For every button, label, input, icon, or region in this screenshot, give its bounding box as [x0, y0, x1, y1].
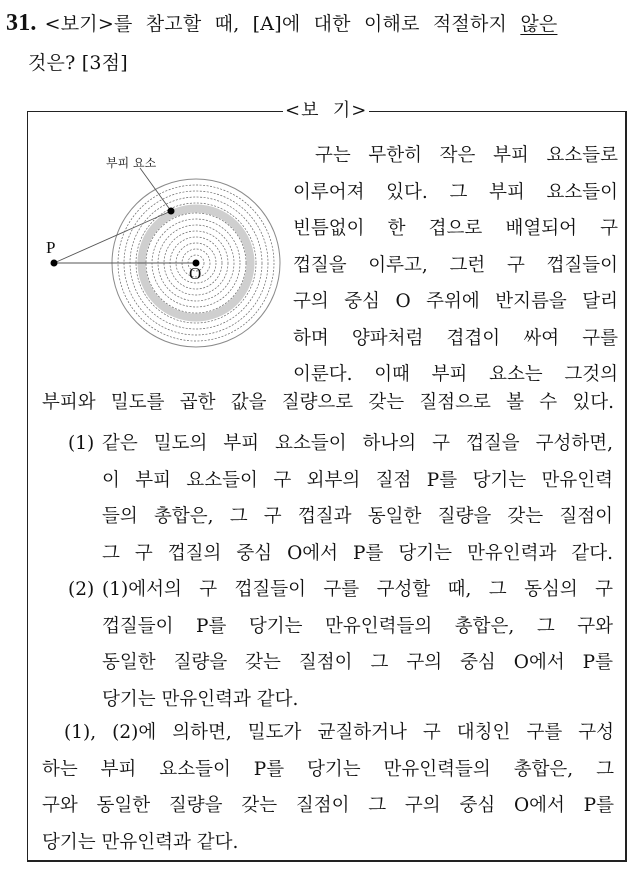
- item-line: 껍질들이 P를 당기는 만유인력들의 총합은, 그 구와: [102, 615, 613, 637]
- item-line: (1)에서의 구 껍질들이 구를 구성할 때, 그 동심의 구: [102, 579, 613, 600]
- item-number: (2): [68, 579, 95, 600]
- item-line: 그 구 껍질의 중심 O에서 P를 당기는 만유인력과 같다.: [102, 542, 613, 564]
- intro-full-line: 부피와 밀도를 곱한 값을 질량으로 갖는 질점으로 볼 수 있다.: [42, 392, 614, 413]
- intro-line: 빈틈없이 한 겹으로 배열되어 구: [293, 218, 618, 239]
- intro-line: 이룬다. 이때 부피 요소는 그것의: [293, 364, 618, 385]
- item-2: [68, 572, 613, 718]
- intro-line: 껍질을 이루고, 그런 구 껍질들이: [293, 254, 618, 276]
- item-line: 당기는 만유인력과 같다.: [102, 688, 299, 710]
- point-p-label: P: [46, 238, 56, 257]
- question-emphasis: 않은: [520, 13, 558, 35]
- summary-paragraph: [42, 715, 614, 861]
- question-stem: [6, 4, 632, 83]
- item-line: 동일한 질량을 갖는 질점이 그 구의 중심 O에서 P를: [102, 652, 613, 673]
- summary-line: (1), (2)에 의하면, 밀도가 균질하거나 구 대칭인 구를 구성: [64, 722, 614, 743]
- item-line: 이 부피 요소들이 구 외부의 질점 P를 당기는 만유인력: [102, 469, 613, 491]
- item-1: [68, 426, 613, 572]
- summary-line: 당기는 만유인력과 같다.: [42, 831, 239, 853]
- intro-line: 구는 무한히 작은 부피 요소들로: [315, 145, 618, 166]
- item-number: (1): [68, 433, 95, 454]
- intro-line: 하며 양파처럼 겹겹이 싸여 구를: [293, 327, 618, 349]
- question-line-2: 것은? [3점]: [28, 52, 128, 74]
- bogi-title: <보 기>: [283, 98, 369, 124]
- item-line: 들의 총합은, 그 구 껍질과 동일한 질량을 갖는 질점이: [102, 506, 613, 527]
- summary-line: 하는 부피 요소들이 P를 당기는 만유인력들의 총합은, 그: [42, 758, 614, 780]
- intro-line: 구의 중심 O 주위에 반지름을 달리: [293, 291, 618, 312]
- question-number: 31.: [6, 10, 37, 36]
- intro-line: 이루어져 있다. 그 부피 요소들이: [293, 181, 618, 203]
- summary-line: 구와 동일한 질량을 갖는 질점이 그 구의 중심 O에서 P를: [42, 795, 614, 816]
- concentric-shells-figure: [40, 134, 290, 364]
- sphere-diagram: [40, 134, 290, 364]
- item-line: 같은 밀도의 부피 요소들이 하나의 구 껍질을 구성하면,: [102, 433, 613, 454]
- volume-element-label: 부피 요소: [106, 156, 157, 170]
- center-o-label: O: [189, 264, 202, 283]
- question-text: <보기>를 참고할 때, [A]에 대한 이해로 적절하지: [44, 13, 508, 35]
- bogi-box: [27, 100, 627, 862]
- question-line-1: [6, 4, 632, 44]
- intro-paragraph: [293, 138, 618, 394]
